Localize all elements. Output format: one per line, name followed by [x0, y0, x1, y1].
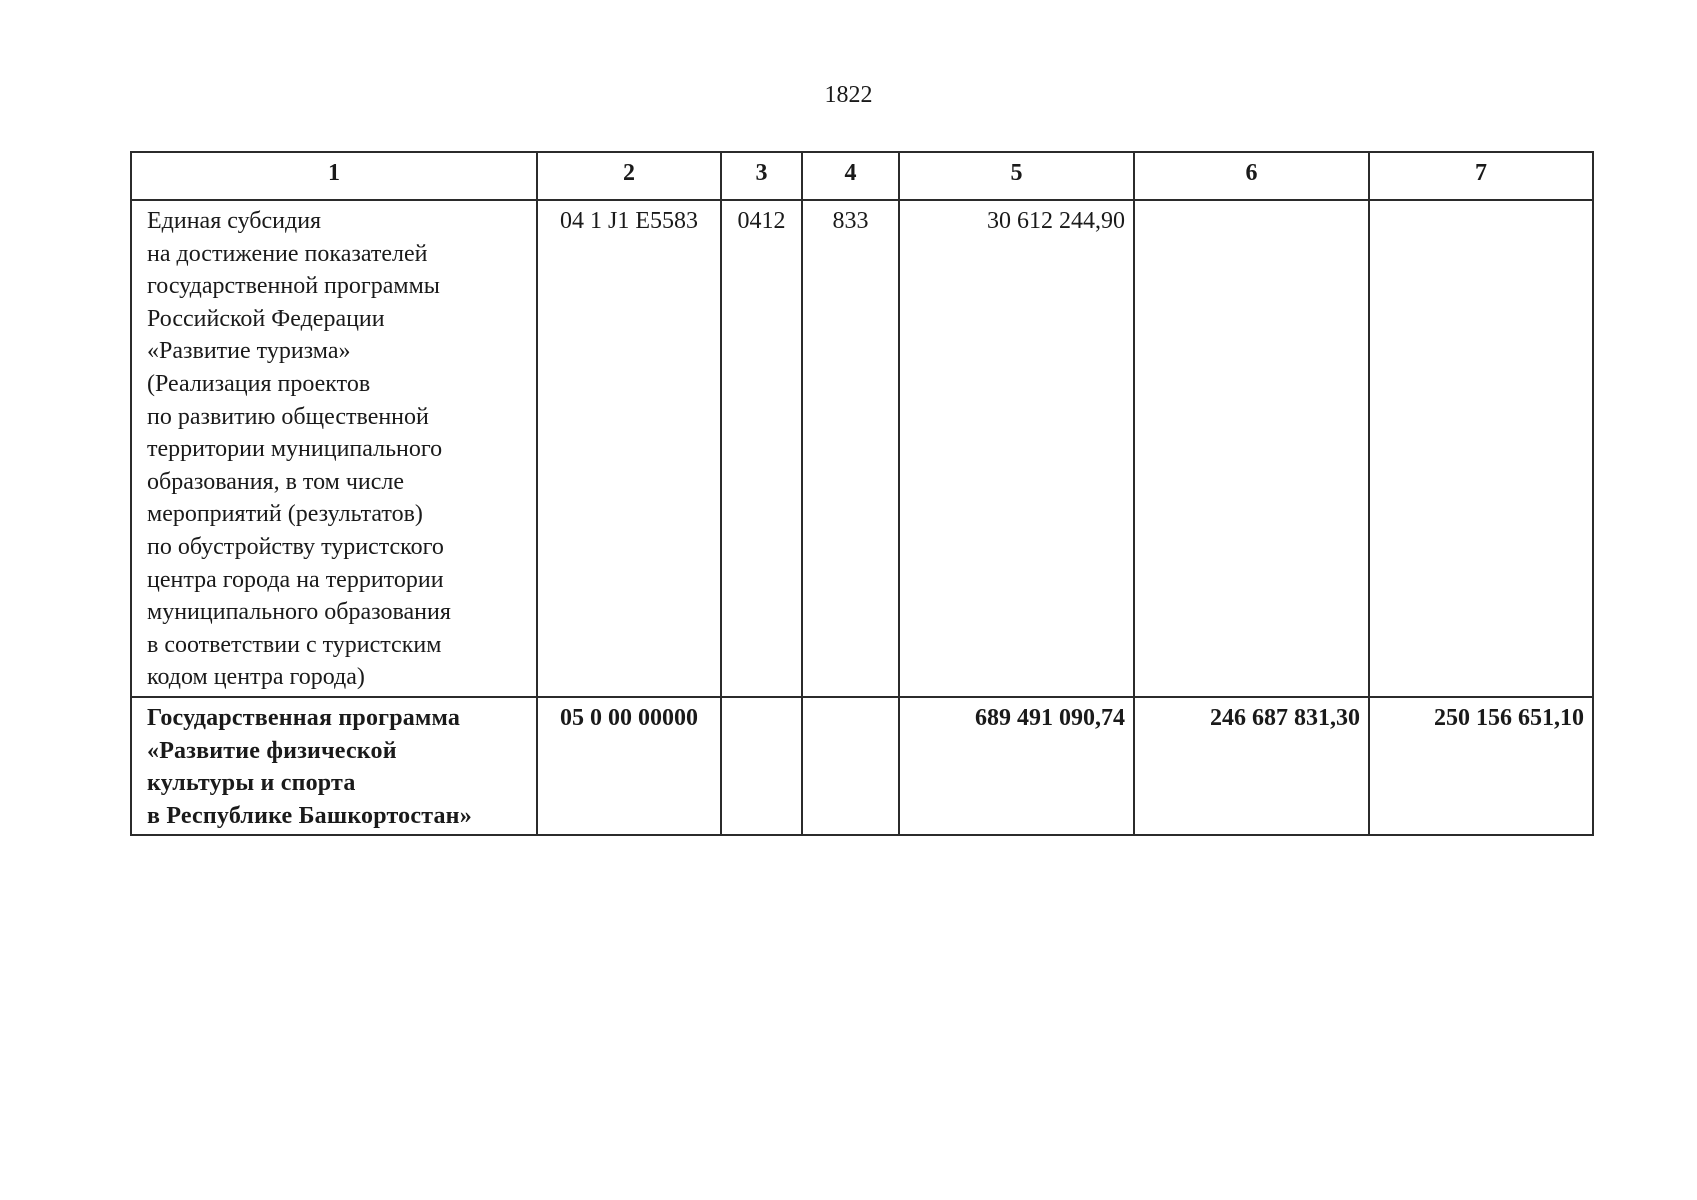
table-row [131, 200, 1593, 697]
row-name-cell: Единая субсидия на достижение показателей государственной программы Российской Федерации «Развитие туризма» (Реализация проектов по развитию общественной территории муниципального образования, в том числе мероприятий (результатов) по обустройству туристского центра города на территории муниципального образования в соответствии с туристским кодом центра города) [131, 200, 537, 697]
column-header: 6 [1134, 152, 1369, 200]
table-row [131, 697, 1593, 835]
section-cell: 0412 [721, 200, 802, 697]
column-header: 1 [131, 152, 537, 200]
type-cell: 833 [802, 200, 899, 697]
amount-cell-2 [1134, 200, 1369, 697]
column-header: 4 [802, 152, 899, 200]
type-cell [802, 697, 899, 835]
amount-cell-3 [1369, 200, 1593, 697]
column-header: 3 [721, 152, 802, 200]
budget-table [130, 151, 1594, 836]
page-number: 1822 [824, 82, 873, 108]
amount-cell-1: 30 612 244,90 [899, 200, 1134, 697]
code-cell: 05 0 00 00000 [537, 697, 721, 835]
amount-cell-2: 246 687 831,30 [1134, 697, 1369, 835]
column-header: 7 [1369, 152, 1593, 200]
column-header: 2 [537, 152, 721, 200]
amount-cell-1: 689 491 090,74 [899, 697, 1134, 835]
code-cell: 04 1 J1 E5583 [537, 200, 721, 697]
table-header-row [131, 152, 1593, 200]
section-cell [721, 697, 802, 835]
row-name-cell: Государственная программа «Развитие физической культуры и спорта в Республике Башкортостан» [131, 697, 537, 835]
column-header: 5 [899, 152, 1134, 200]
amount-cell-3: 250 156 651,10 [1369, 697, 1593, 835]
